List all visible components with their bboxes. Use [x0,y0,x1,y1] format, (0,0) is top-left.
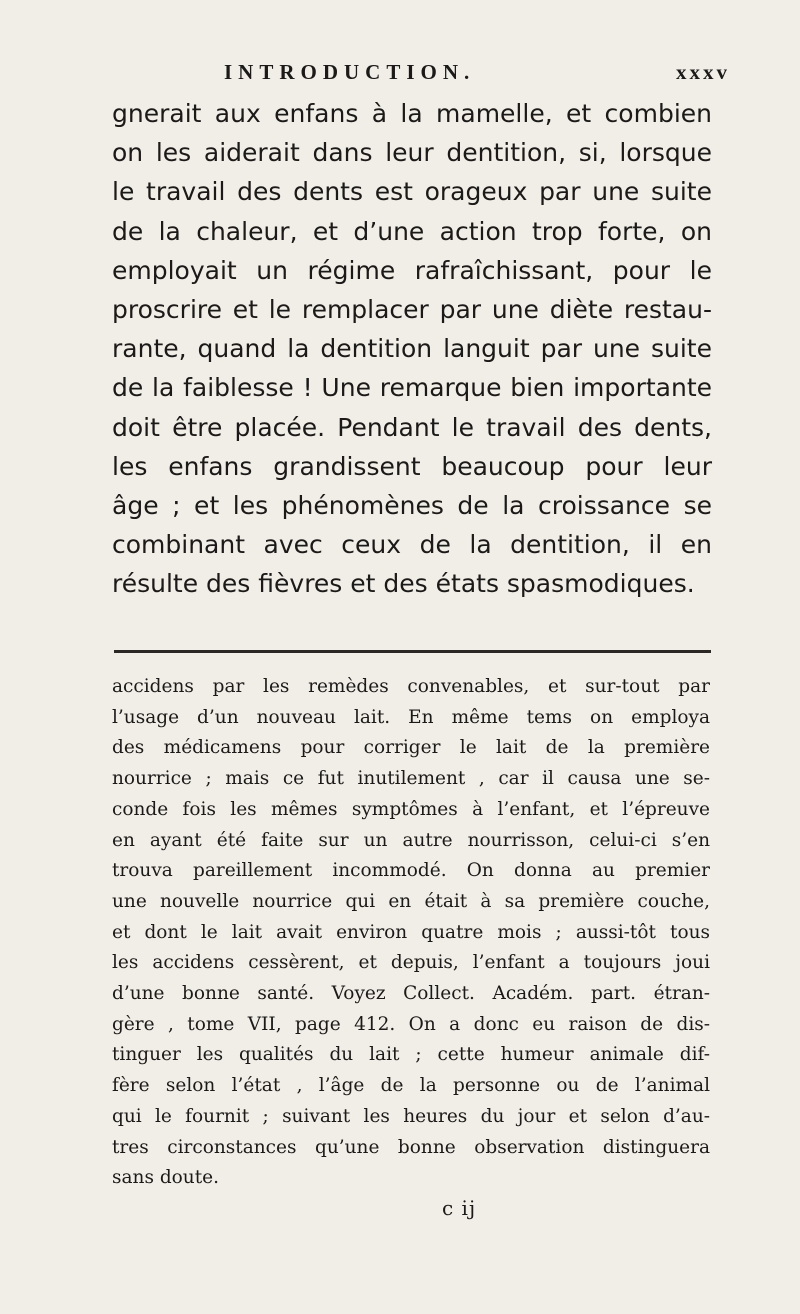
main-text-line: proscrire et le remplacer par une diète restau- [112,295,712,325]
main-text-line: les enfans grandissent beaucoup pour leur [112,451,712,481]
main-text-line: combinant avec ceux de la dentition, il en [112,530,712,560]
footnote-line: en ayant été faite sur un autre nourrisson, celui-ci s’en [112,829,710,851]
footnote-line: l’usage d’un nouveau lait. En même tems on employa [112,706,710,728]
footnote-line: les accidens cessèrent, et depuis, l’enfant a toujours joui [112,952,710,974]
footnote-line: gère , tome VII, page 412. On a donc eu raison de dis- [112,1013,710,1035]
running-title: INTRODUCTION. [224,60,476,84]
footnote-line: d’une bonne santé. Voyez Collect. Académ. part. étran- [112,983,710,1005]
footnote-line: accidens par les remèdes convenables, et sur-tout par [112,676,710,697]
main-text-line: de la faiblesse ! Une remarque bien importante [112,373,712,403]
footnote-line: nourrice ; mais ce fut inutilement , car il causa une se- [112,768,710,790]
main-text-line: rante, quand la dentition languit par une suite [112,334,712,364]
main-text-line: doit être placée. Pendant le travail des dents, [112,412,712,442]
footnote-line: une nouvelle nourrice qui en était à sa première couche, [112,890,710,912]
footnote-line: sans doute. [112,1167,219,1189]
footnote-line: tres circonstances qu’une bonne observation distinguera [112,1136,710,1158]
footnote-line: trouva pareillement incommodé. On donna au premier [112,860,710,882]
signature-mark: c ij [442,1196,477,1220]
main-text-line: on les aiderait dans leur dentition, si, lorsque [112,138,712,168]
running-head [120,60,730,90]
footnote-line: et dont le lait avait environ quatre mois ; aussi-tôt tous [112,921,710,943]
footnote-line: tinguer les qualités du lait ; cette humeur animale dif- [112,1044,710,1066]
main-text-line: employait un régime rafraîchissant, pour le [112,255,712,285]
main-paragraph [112,94,712,604]
footnote-line: conde fois les mêmes symptômes à l’enfant, et l’épreuve [112,798,710,820]
footnote-divider [114,650,711,653]
footnote-line: des médicamens pour corriger le lait de la première [112,737,710,759]
main-text-line: résulte des fièvres et des états spasmodiques. [112,569,695,599]
page-number: xxxv [676,60,730,84]
main-text-line: le travail des dents est orageux par une suite [112,177,712,207]
main-text-line: âge ; et les phénomènes de la croissance se [112,491,712,521]
main-text-line: gnerait aux enfans à la mamelle, et combien [112,99,712,128]
main-text-line: de la chaleur, et d’une action trop forte, on [112,216,712,246]
footnote-block [112,672,710,1194]
footnote-line: qui le fournit ; suivant les heures du jour et selon d’au- [112,1105,710,1127]
footnote-line: fère selon l’état , l’âge de la personne ou de l’animal [112,1075,710,1097]
